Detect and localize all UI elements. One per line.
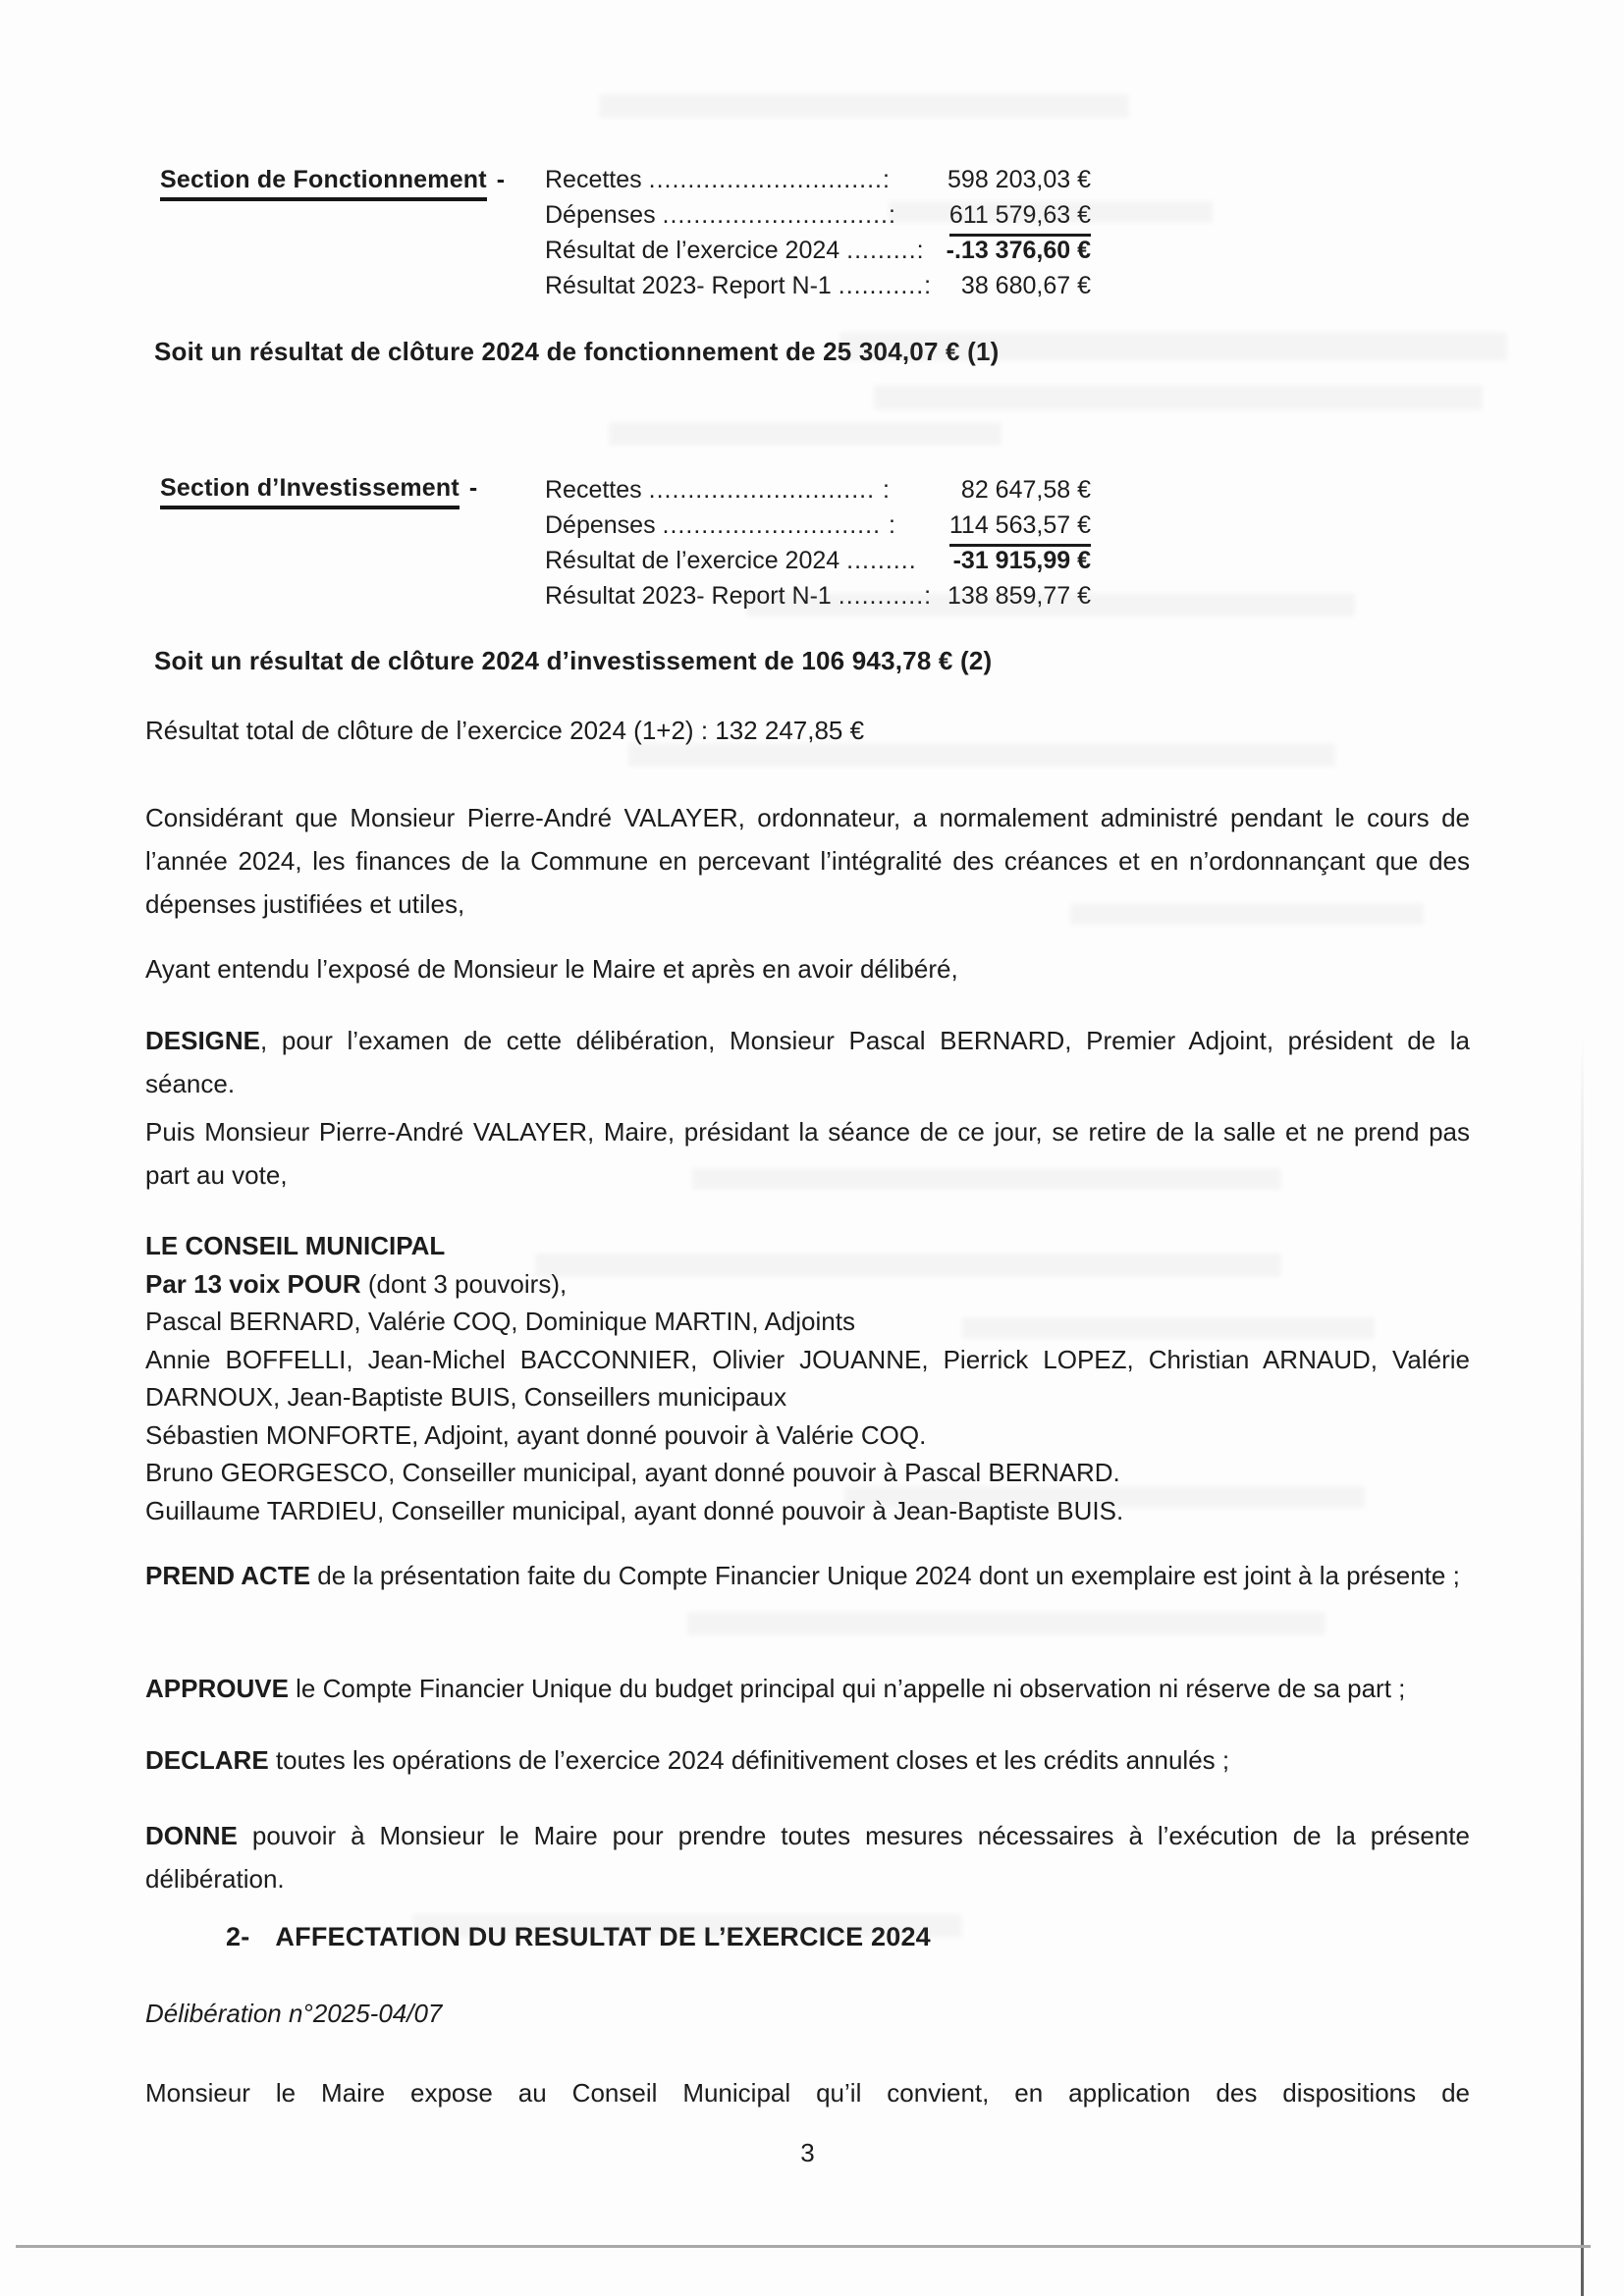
- row-label: Recettes: [545, 476, 642, 504]
- row-value: 598 203,03 €: [947, 166, 1091, 193]
- row-value: 82 647,58 €: [960, 476, 1091, 504]
- council-members-line: Annie BOFFELLI, Jean-Michel BACCONNIER, Olivier JOUANNE, Pierrick LOPEZ, Christian ARNAUD, Valérie DARNOUX, Jean-Baptiste BUIS, Conseillers municipaux: [145, 1344, 1470, 1412]
- table-row: [545, 233, 1091, 268]
- dot-leader: .........: [846, 547, 917, 574]
- page-number: 3: [800, 2138, 815, 2167]
- row-value: -.13 376,60 €: [946, 237, 1091, 264]
- title-dash: -: [468, 474, 478, 502]
- row-value: 38 680,67 €: [960, 272, 1091, 299]
- council-members-line: Pascal BERNARD, Valérie COQ, Dominique MARTIN, Adjoints: [145, 1307, 855, 1336]
- council-vote-block: [145, 1227, 1470, 1529]
- dot-leader: .........:: [846, 237, 925, 264]
- council-proxy-line: Guillaume TARDIEU, Conseiller municipal, ayant donné pouvoir à Jean-Baptiste BUIS.: [145, 1495, 1124, 1525]
- fonctionnement-closing-line: Soit un résultat de clôture 2024 de fonctionnement de 25 304,07 € (1): [154, 337, 1000, 366]
- row-value: -31 915,99 €: [952, 547, 1091, 574]
- row-label: Dépenses: [545, 511, 656, 539]
- resolution-text: de la présentation faite du Compte Financier Unique 2024 dont un exemplaire est joint à la présente ;: [310, 1561, 1460, 1590]
- section-fonctionnement-block: [160, 166, 1240, 299]
- resolution-keyword: DONNE: [145, 1821, 238, 1850]
- agenda-item-title: AFFECTATION DU RESULTAT DE L’EXERCICE 2024: [275, 1922, 931, 1951]
- resolution-approuve: [145, 1667, 1470, 1710]
- resolution-text: le Compte Financier Unique du budget principal qui n’appelle ni observation ni réserve de sa part ;: [288, 1674, 1406, 1703]
- deliberation-reference: Délibération n°2025-04/07: [145, 1999, 443, 2028]
- resolution-text: toutes les opérations de l’exercice 2024 définitivement closes et les crédits annulés ;: [268, 1745, 1230, 1775]
- agenda-item-heading: [226, 1922, 931, 1952]
- council-proxy-line: Bruno GEORGESCO, Conseiller municipal, ayant donné pouvoir à Pascal BERNARD.: [145, 1458, 1120, 1487]
- council-heading: LE CONSEIL MUNICIPAL: [145, 1231, 446, 1260]
- resolution-keyword: DECLARE: [145, 1745, 269, 1775]
- investissement-table: [545, 472, 1091, 614]
- paragraph-considerant: Considérant que Monsieur Pierre-André VALAYER, ordonnateur, a normalement administré pendant le cours de l’année 2024, les finances de la Commune en percevant l’intégralité des créances et en n’ordonnançant que des dépenses justifiées et utiles,: [145, 803, 1470, 919]
- scan-edge-horizontal-line: [16, 2245, 1591, 2248]
- table-row: [545, 472, 1091, 507]
- bleedthrough-artifact: [599, 94, 1129, 118]
- council-proxy-line: Sébastien MONFORTE, Adjoint, ayant donné pouvoir à Valérie COQ.: [145, 1419, 927, 1450]
- table-row: [545, 507, 1091, 543]
- row-label: Dépenses: [545, 201, 656, 229]
- resolution-keyword: PREND ACTE: [145, 1561, 311, 1590]
- vote-count-line: [145, 1265, 1470, 1304]
- row-label: Résultat 2023- Report N-1: [545, 582, 832, 610]
- investissement-closing-line: Soit un résultat de clôture 2024 d’investissement de 106 943,78 € (2): [154, 646, 993, 675]
- row-value: 114 563,57 €: [949, 507, 1091, 547]
- table-row: [545, 578, 1091, 614]
- dot-leader: ............................ :: [662, 511, 896, 539]
- agenda-item-number: 2-: [226, 1922, 250, 1951]
- vote-count-bold: Par 13 voix POUR: [145, 1268, 361, 1299]
- row-value: 138 859,77 €: [947, 582, 1091, 610]
- designe-text: , pour l’examen de cette délibération, Monsieur Pascal BERNARD, Premier Adjoint, président de la séance.: [145, 1026, 1470, 1098]
- table-row: [545, 268, 1091, 303]
- table-row: [545, 162, 1091, 197]
- paragraph-expose: Monsieur le Maire expose au Conseil Municipal qu’il convient, en application des dispositions de: [145, 2078, 1470, 2108]
- dot-leader: ...........:: [838, 582, 933, 610]
- title-dash: -: [496, 166, 506, 193]
- row-label: Résultat 2023- Report N-1: [545, 272, 832, 299]
- resolution-text: pouvoir à Monsieur le Maire pour prendre toutes mesures nécessaires à l’exécution de la présente délibération.: [145, 1821, 1470, 1894]
- resolution-keyword: APPROUVE: [145, 1674, 289, 1703]
- paragraph-puis-maire: Puis Monsieur Pierre-André VALAYER, Maire, présidant la séance de ce jour, se retire de la salle et ne prend pas part au vote,: [145, 1117, 1470, 1190]
- table-row: [545, 197, 1091, 233]
- designe-keyword: DESIGNE: [145, 1026, 261, 1055]
- section-investissement-title: Section d’Investissement: [160, 474, 460, 509]
- scan-edge-vertical-line: [1581, 1036, 1584, 2296]
- bleedthrough-artifact: [687, 1612, 1326, 1635]
- row-label: Résultat de l’exercice 2024: [545, 237, 840, 264]
- section-fonctionnement-title: Section de Fonctionnement: [160, 166, 487, 201]
- section-investissement-block: [160, 474, 1240, 610]
- resolution-donne: [145, 1814, 1470, 1900]
- bleedthrough-artifact: [874, 385, 1483, 410]
- dot-leader: ............................. :: [648, 476, 891, 504]
- fonctionnement-table: [545, 162, 1091, 303]
- dot-leader: ..............................:: [648, 166, 891, 193]
- vote-count-rest: (dont 3 pouvoirs),: [360, 1268, 568, 1299]
- paragraph-ayant-entendu: Ayant entendu l’exposé de Monsieur le Maire et après en avoir délibéré,: [145, 954, 958, 984]
- row-label: Résultat de l’exercice 2024: [545, 547, 840, 574]
- dot-leader: .............................:: [662, 201, 896, 229]
- row-label: Recettes: [545, 166, 642, 193]
- resolution-prend-acte: [145, 1554, 1470, 1597]
- row-value: 611 579,63 €: [949, 197, 1091, 237]
- resolution-declare: [145, 1738, 1470, 1782]
- paragraph-designe: [145, 1019, 1470, 1105]
- dot-leader: ...........:: [838, 272, 933, 299]
- table-row: [545, 543, 1091, 578]
- total-cloture-line: Résultat total de clôture de l’exercice 2024 (1+2) : 132 247,85 €: [145, 716, 865, 745]
- bleedthrough-artifact: [609, 422, 1001, 446]
